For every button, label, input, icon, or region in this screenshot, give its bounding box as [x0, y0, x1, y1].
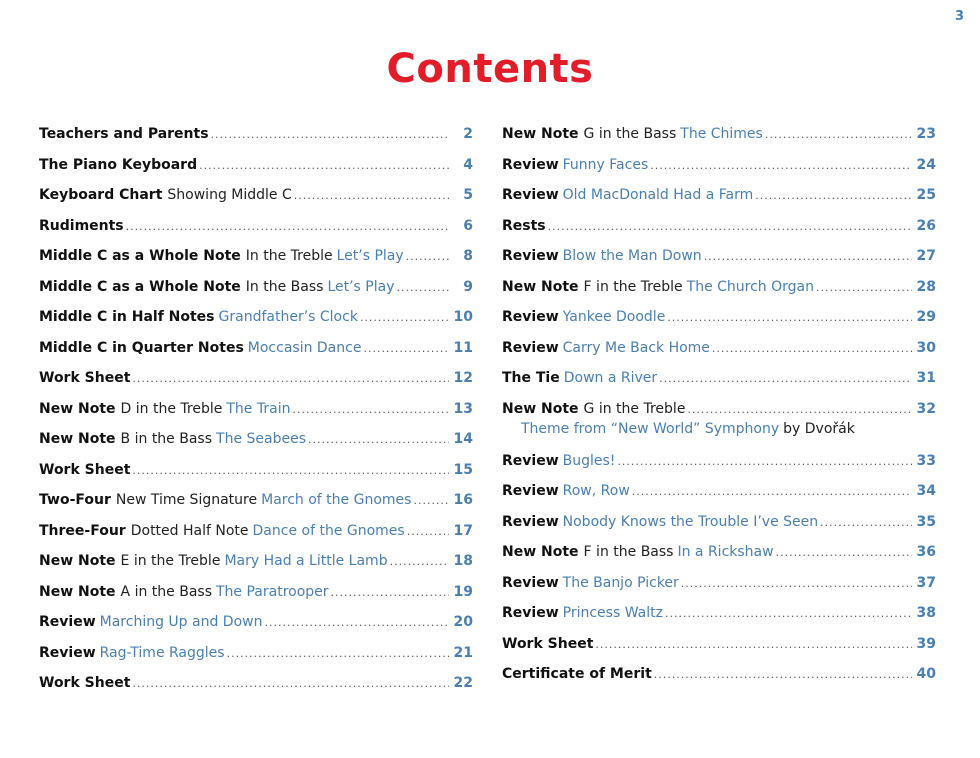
dot-leader [308, 425, 449, 456]
entry-heading: Review [502, 309, 559, 325]
entry-description: F in the Bass [583, 544, 674, 560]
entry-page-number: 8 [463, 248, 473, 264]
entry-heading: Review [502, 339, 559, 356]
dot-leader [132, 364, 449, 395]
page-title: Contents [386, 46, 594, 92]
entry-song-title: Funny Faces [562, 156, 649, 173]
entry-page-number: 39 [916, 635, 936, 652]
entry-heading: Review [502, 483, 559, 499]
toc-entry[interactable] [39, 211, 473, 242]
entry-page-number: 24 [916, 156, 936, 173]
entry-page-number: 34 [916, 483, 936, 499]
entry-song-title: The Chimes [680, 126, 763, 142]
dot-leader [650, 151, 912, 182]
entry-heading: New Note [39, 553, 116, 569]
entry-description: F in the Treble [583, 278, 683, 295]
entry-song-title: Let’s Play [327, 278, 395, 295]
entry-description: In the Bass [245, 278, 324, 295]
entry-song-title: Let’s Play [336, 248, 404, 264]
toc-entry[interactable] [502, 119, 936, 150]
contents-right-column [502, 119, 936, 690]
entry-heading: Rudiments [39, 217, 124, 234]
entry-song-title: Nobody Knows the Trouble I’ve Seen [562, 513, 819, 530]
toc-entry[interactable] [39, 577, 473, 608]
toc-entry[interactable] [39, 607, 473, 638]
entry-heading: Review [502, 513, 559, 530]
entry-heading: Review [502, 452, 559, 469]
dot-leader [132, 669, 449, 700]
entry-heading: Work Sheet [39, 461, 131, 478]
dot-leader [617, 447, 912, 478]
entry-description: Dotted Half Note [130, 522, 249, 539]
entry-heading: New Note [39, 583, 116, 600]
entry-heading: New Note [502, 278, 579, 295]
entry-page-number: 32 [916, 400, 936, 417]
toc-entry[interactable] [39, 150, 473, 181]
entry-page-number: 31 [916, 370, 936, 386]
toc-entry[interactable] [39, 516, 473, 547]
entry-heading: Work Sheet [502, 635, 594, 652]
dot-leader [294, 181, 449, 212]
entry-heading: New Note [39, 400, 116, 417]
toc-entry[interactable] [39, 180, 473, 211]
entry-description: In the Treble [245, 248, 333, 264]
dot-leader [704, 242, 912, 273]
toc-entry[interactable] [39, 272, 473, 303]
entry-heading: New Note [39, 431, 116, 447]
page-number: 3 [954, 9, 964, 24]
toc-entry[interactable] [39, 424, 473, 455]
dot-leader [132, 456, 449, 487]
entry-description: A in the Bass [120, 583, 212, 600]
entry-page-number: 20 [453, 614, 473, 630]
entry-heading: New Note [502, 544, 579, 560]
entry-page-number: 16 [453, 492, 473, 508]
dot-leader [292, 395, 449, 426]
entry-heading: Middle C in Half Notes [39, 309, 215, 325]
entry-page-number: 6 [463, 217, 473, 234]
entry-page-number: 23 [916, 126, 936, 142]
entry-heading: The Piano Keyboard [39, 156, 198, 173]
entry-heading: Review [502, 187, 559, 203]
dot-leader [654, 660, 912, 691]
toc-entry[interactable] [39, 485, 473, 516]
entry-song-title: The Seabees [216, 431, 306, 447]
entry-page-number: 9 [463, 278, 473, 295]
toc-entry[interactable] [502, 150, 936, 181]
entry-heading: Work Sheet [39, 675, 131, 691]
dot-leader [331, 578, 449, 609]
entry-page-number: 19 [453, 583, 473, 600]
entry-song-title: The Church Organ [686, 278, 814, 295]
toc-entry[interactable] [39, 638, 473, 669]
entry-heading: Review [39, 644, 96, 661]
entry-song-title: Row, Row [562, 483, 630, 499]
entry-page-number: 29 [916, 309, 936, 325]
entry-page-number: 26 [916, 217, 936, 234]
toc-entry[interactable] [502, 363, 936, 394]
toc-entry[interactable] [39, 241, 473, 272]
entry-page-number: 25 [916, 187, 936, 203]
entry-song-title: Theme from “New World” Symphony [521, 420, 780, 437]
entry-heading: Review [502, 248, 559, 264]
entry-heading: New Note [502, 400, 579, 417]
toc-entry[interactable] [502, 394, 936, 446]
entry-song-title: Mary Had a Little Lamb [224, 553, 388, 569]
dot-leader [397, 273, 450, 304]
toc-entry[interactable] [502, 476, 936, 507]
entry-description: B in the Bass [120, 431, 213, 447]
entry-song-title: The Banjo Picker [562, 574, 679, 591]
entry-page-number: 22 [453, 675, 473, 691]
dot-leader [595, 630, 912, 661]
entry-page-number: 33 [916, 452, 936, 469]
entry-song-title: Down a River [563, 370, 658, 386]
entry-heading: Review [502, 574, 559, 591]
entry-heading: Certificate of Merit [502, 666, 652, 682]
dot-leader [390, 547, 449, 578]
toc-entry[interactable] [39, 363, 473, 394]
dot-leader [548, 212, 912, 243]
entry-page-number: 37 [916, 574, 936, 591]
entry-song-title: Bugles! [562, 452, 616, 469]
entry-song-title: In a Rickshaw [677, 544, 774, 560]
entry-page-number: 30 [916, 339, 936, 356]
entry-song-title: The Paratrooper [215, 583, 329, 600]
toc-entry[interactable] [39, 302, 473, 333]
dot-leader [360, 303, 449, 334]
entry-song-title: Rag-Time Raggles [99, 644, 225, 661]
entry-page-number: 40 [916, 666, 936, 682]
dot-leader [363, 334, 449, 365]
dot-leader [126, 212, 449, 243]
entry-page-number: 28 [916, 278, 936, 295]
dot-leader [406, 242, 449, 273]
toc-entry[interactable] [502, 446, 936, 477]
entry-song-title: Blow the Man Down [562, 248, 702, 264]
entry-page-number: 10 [453, 309, 473, 325]
entry-song-title: Grandfather’s Clock [218, 309, 358, 325]
entry-page-number: 5 [463, 187, 473, 203]
toc-entry[interactable] [502, 241, 936, 272]
entry-page-number: 27 [916, 248, 936, 264]
entry-page-number: 12 [453, 370, 473, 386]
entry-heading: Teachers and Parents [39, 126, 209, 142]
entry-song-title: Carry Me Back Home [562, 339, 710, 356]
toc-entry[interactable] [39, 333, 473, 364]
entry-song-title: Marching Up and Down [99, 614, 263, 630]
dot-leader [712, 334, 912, 365]
toc-entry[interactable] [502, 180, 936, 211]
toc-entry[interactable] [502, 659, 936, 690]
toc-entry[interactable] [502, 568, 936, 599]
entry-heading: Three-Four [39, 522, 126, 539]
entry-composer: by Dvořák [783, 420, 855, 437]
dot-leader [820, 508, 912, 539]
dot-leader [211, 120, 449, 151]
entry-heading: Middle C as a Whole Note [39, 278, 241, 295]
entry-song-title: Old MacDonald Had a Farm [562, 187, 754, 203]
toc-entry[interactable] [39, 668, 473, 699]
toc-entry[interactable] [502, 537, 936, 568]
entry-heading: Work Sheet [39, 370, 131, 386]
entry-song-title: March of the Gnomes [261, 492, 412, 508]
dot-leader [264, 608, 449, 639]
entry-heading: Rests [502, 217, 546, 234]
entry-page-number: 17 [453, 522, 473, 539]
entry-page-number: 21 [453, 644, 473, 661]
entry-page-number: 13 [453, 400, 473, 417]
toc-entry[interactable] [502, 302, 936, 333]
entry-description: Showing Middle C [167, 187, 292, 203]
toc-entry[interactable] [502, 272, 936, 303]
entry-description: New Time Signature [115, 492, 258, 508]
toc-entry[interactable] [39, 394, 473, 425]
dot-leader [816, 273, 912, 304]
entry-page-number: 36 [916, 544, 936, 560]
dot-leader [665, 599, 912, 630]
dot-leader [199, 151, 449, 182]
entry-heading: New Note [502, 126, 579, 142]
entry-song-title: Princess Waltz [562, 605, 663, 621]
dot-leader [755, 181, 912, 212]
dot-leader [227, 639, 449, 670]
dot-leader [667, 303, 912, 334]
entry-heading: Keyboard Chart [39, 187, 163, 203]
entry-page-number: 35 [916, 513, 936, 530]
entry-heading: Two-Four [39, 492, 111, 508]
entry-song-title: The Train [226, 400, 291, 417]
toc-entry[interactable] [39, 455, 473, 486]
dot-leader [413, 486, 449, 517]
toc-entry[interactable] [502, 507, 936, 538]
entry-page-number: 18 [453, 553, 473, 569]
toc-entry[interactable] [502, 211, 936, 242]
entry-heading: Review [502, 156, 559, 173]
contents-left-column [39, 119, 473, 699]
entry-page-number: 38 [916, 605, 936, 621]
entry-heading: Middle C in Quarter Notes [39, 339, 244, 356]
entry-description: E in the Treble [120, 553, 221, 569]
dot-leader [776, 538, 912, 569]
entry-description: G in the Treble [583, 400, 686, 417]
entry-page-number: 2 [463, 126, 473, 142]
entry-heading: Review [502, 605, 559, 621]
dot-leader [681, 569, 912, 600]
entry-page-number: 11 [453, 339, 473, 356]
toc-entry[interactable] [502, 598, 936, 629]
toc-entry[interactable] [39, 546, 473, 577]
dot-leader [659, 364, 912, 395]
entry-heading: Middle C as a Whole Note [39, 248, 241, 264]
toc-entry[interactable] [502, 333, 936, 364]
entry-heading: The Tie [502, 370, 560, 386]
entry-description: D in the Treble [120, 400, 223, 417]
entry-description: G in the Bass [583, 126, 677, 142]
entry-song-title: Yankee Doodle [562, 309, 666, 325]
toc-entry[interactable] [39, 119, 473, 150]
entry-page-number: 14 [453, 431, 473, 447]
entry-page-number: 4 [463, 156, 473, 173]
entry-heading: Review [39, 614, 96, 630]
entry-page-number: 15 [453, 461, 473, 478]
entry-song-title: Moccasin Dance [247, 339, 362, 356]
dot-leader [765, 120, 912, 151]
dot-leader [407, 517, 449, 548]
toc-entry[interactable] [502, 629, 936, 660]
dot-leader [632, 477, 912, 508]
entry-song-title: Dance of the Gnomes [252, 522, 405, 539]
